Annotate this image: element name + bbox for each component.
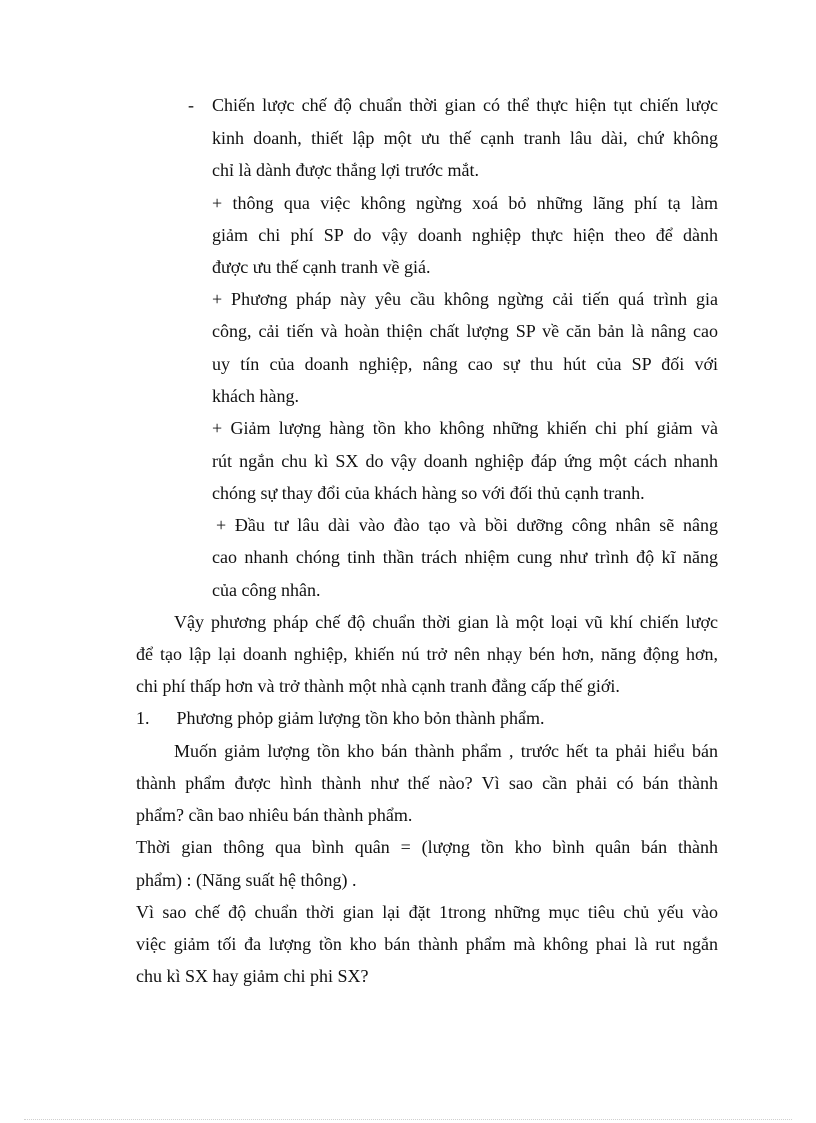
text-line: Vì sao chế độ chuẩn thời gian lại đặt 1trong những mục tiêu chủ yếu vào [136,902,718,922]
text-line: khách hàng. [212,386,299,406]
bullet-dash: - [188,95,194,115]
text-line: kinh doanh, thiết lập một ưu thế cạnh tranh lâu dài, chứ không [212,128,718,148]
text-line: để tạo lập lại doanh nghiệp, khiến nú trở nên nhạy bén hơn, năng động hơn, [136,644,718,664]
text-line: chóng sự thay đổi của khách hàng so với đối thủ cạnh tranh. [212,483,645,503]
text-line: được ưu thế cạnh tranh về giá. [212,257,431,277]
text-line: chỉ là dành được thắng lợi trước mắt. [212,160,479,180]
text-line: uy tín của doanh nghiệp, nâng cao sự thu hút của SP đối với [212,354,718,374]
text-line: phẩm? cần bao nhiêu bán thành phẩm. [136,805,413,825]
text-line: Chiến lược chế độ chuẩn thời gian có thể thực hiện tụt chiến lược [212,95,718,115]
text-line: Vậy phương pháp chế độ chuẩn thời gian là một loại vũ khí chiến lược [174,612,718,632]
text-line: + Giảm lượng hàng tồn kho không những khiến chi phí giảm và [212,418,718,438]
text-line: chu kì SX hay giảm chi phi SX? [136,966,369,986]
page-bottom-rule [24,1119,792,1120]
text-line: chi phí thấp hơn và trở thành một nhà cạnh tranh đẳng cấp thế giới. [136,676,620,696]
text-line: của công nhân. [212,580,321,600]
text-line: cao nhanh chóng tinh thần trách nhiệm cung như trình độ kĩ năng [212,547,718,567]
text-line: + Phương pháp này yêu cầu không ngừng cải tiến quá trình gia [212,289,718,309]
text-line: thành phẩm được hình thành như thế nào? Vì sao cần phải có bán thành [136,773,718,793]
text-line: phẩm) : (Năng suất hệ thông) . [136,870,357,890]
text-line: giảm chi phí SP do vậy doanh nghiệp thực hiện theo để dành [212,225,718,245]
section-heading: 1. Phương phỏp giảm lượng tồn kho bỏn thành phẩm. [136,708,545,728]
text-line: + thông qua việc không ngừng xoá bỏ những lãng phí tạ làm [212,193,718,213]
text-line: + Đầu tư lâu dài vào đào tạo và bồi dưỡng công nhân sẽ nâng [216,515,718,535]
text-line: công, cải tiến và hoàn thiện chất lượng SP về căn bản là nâng cao [212,321,718,341]
text-line: Muốn giảm lượng tồn kho bán thành phẩm , trước hết ta phải hiểu bán [174,741,718,761]
text-line: Thời gian thông qua bình quân = (lượng tồn kho bình quân bán thành [136,837,718,857]
text-line: rút ngắn chu kì SX do vậy doanh nghiệp đáp ứng một cách nhanh [212,451,718,471]
text-line: việc giảm tối đa lượng tồn kho bán thành phẩm mà không phai là rut ngắn [136,934,718,954]
